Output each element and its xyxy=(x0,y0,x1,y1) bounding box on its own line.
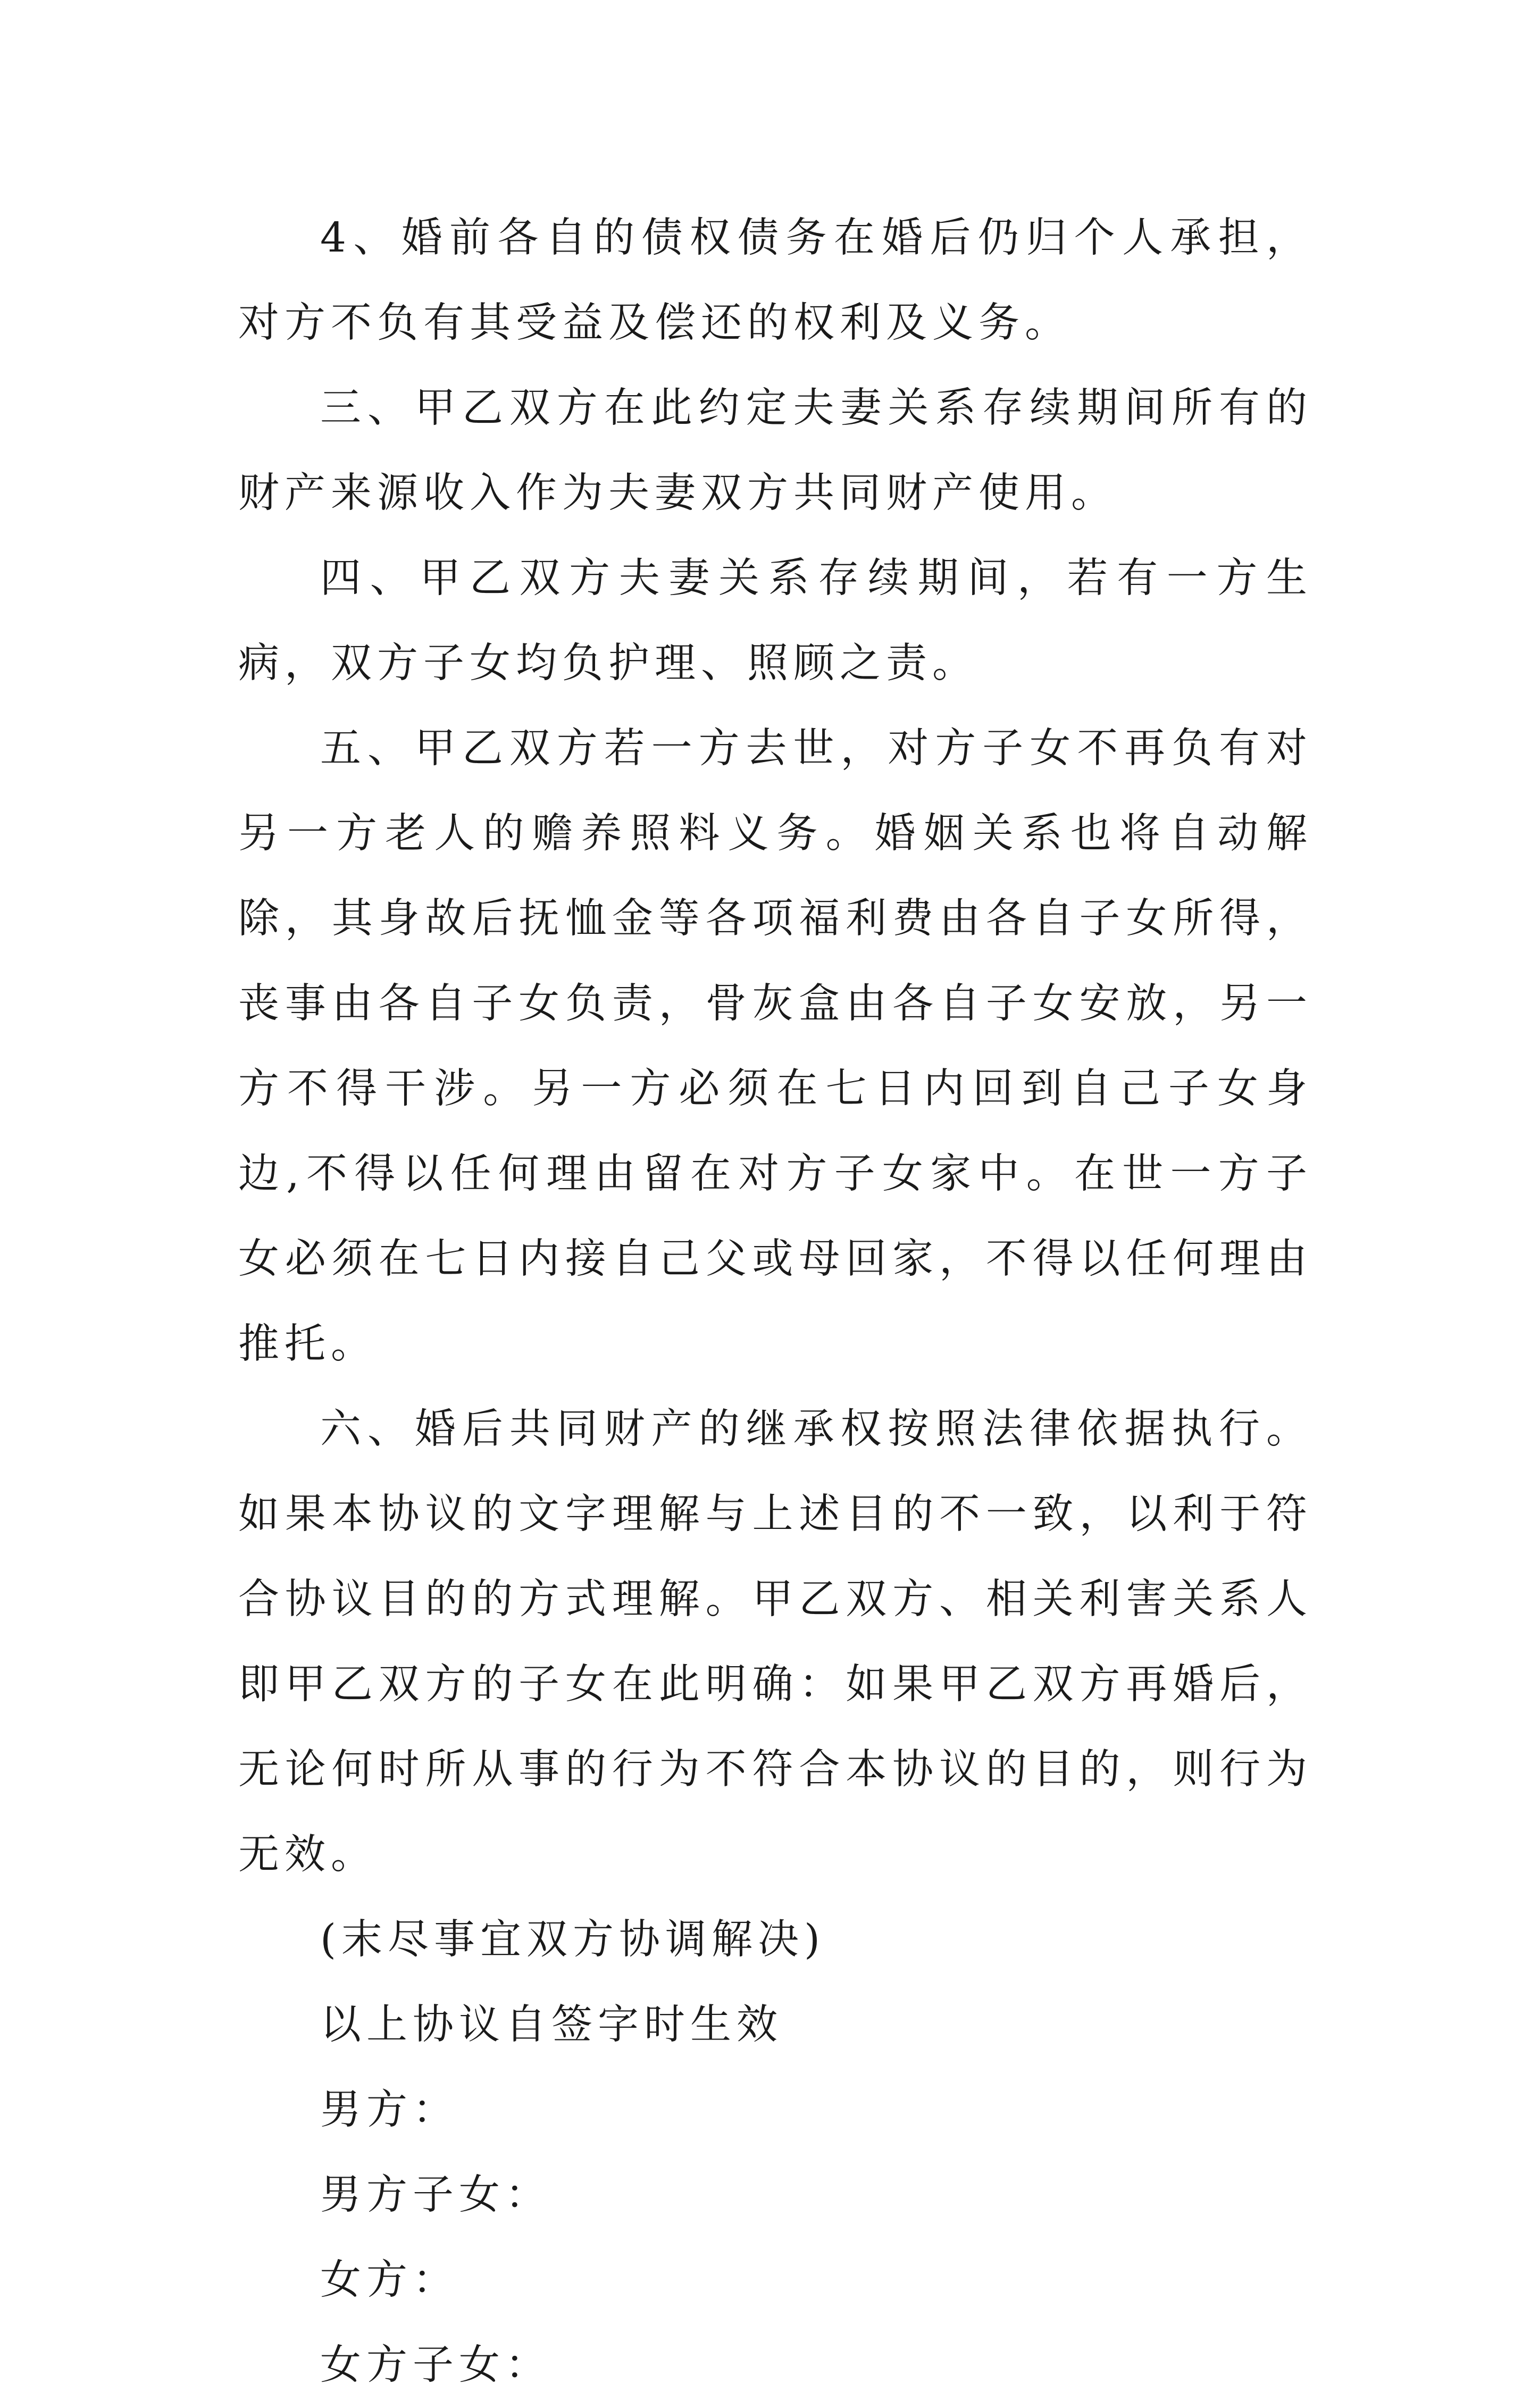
unresolved-matters-note: (末尽事宜双方协调解决) xyxy=(320,1916,826,1963)
clause-three: 三、甲乙双方在此约定夫妻关系存续期间所有的财产来源收入作为夫妻双方共同财产使用。 xyxy=(238,384,1312,517)
clause-six: 六、婚后共同财产的继承权按照法律依据执行。如果本协议的文字理解与上述目的不一致，以利于符合协议目的的方式理解。甲乙双方、相关利害关系人即甲乙双方的子女在此明确：如果甲乙双方再婚后，无论何时所从事的行为不符合本协议的目的，则行为无效。 xyxy=(238,1406,1312,1878)
effective-statement: 以上协议自签字时生效 xyxy=(320,2001,783,2049)
document-body xyxy=(238,196,1312,2408)
signature-female-children: 女方子女： xyxy=(320,2342,551,2389)
clause-five: 五、甲乙双方若一方去世，对方子女不再负有对另一方老人的赡养照料义务。婚姻关系也将自动解除，其身故后抚恤金等各项福利费由各自子女所得，丧事由各自子女负责，骨灰盒由各自子女安放，另一方不得干涉。另一方必须在七日内回到自己子女身边,不得以任何理由留在对方子女家中。在世一方子女必须在七日内接自己父或母回家，不得以任何理由推托。 xyxy=(238,725,1312,1368)
signature-male-children: 男方子女： xyxy=(320,2171,551,2219)
clause-4: 4、婚前各自的债权债务在婚后仍归个人承担，对方不负有其受益及偿还的权利及义务。 xyxy=(238,214,1312,347)
clause-four: 四、甲乙双方夫妻关系存续期间，若有一方生病，双方子女均负护理、照顾之责。 xyxy=(238,555,1312,687)
signature-female: 女方： xyxy=(320,2256,459,2304)
signature-male: 男方： xyxy=(320,2086,459,2134)
